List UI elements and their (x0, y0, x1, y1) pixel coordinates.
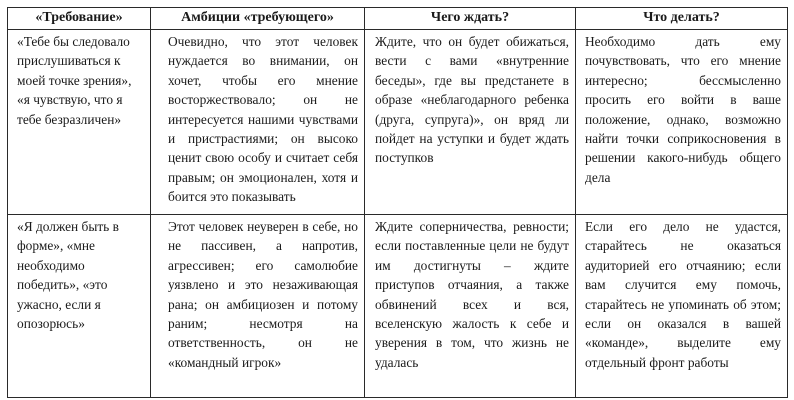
header-action: Что делать? (576, 8, 788, 30)
table-row (8, 215, 788, 398)
cell-requirement (8, 215, 151, 398)
cell-text: «Тебе бы следовало прислушиваться к моей точке зрения», «я чувствую, что я тебе безразличен» (17, 34, 132, 127)
table-row (8, 30, 788, 215)
header-requirement: «Требование» (8, 8, 151, 30)
cell-expect (365, 30, 576, 215)
header-ambitions: Амбиции «требующего» (151, 8, 365, 30)
cell-action (576, 215, 788, 398)
cell-text: Если его дело не удастся, старайтесь не оказаться аудиторией его отчаянию; если вам случится ему помочь, старайтесь не упоминать об этом; если он оказался в вашей «команде», выделите ему отдельный фронт работы (585, 219, 781, 370)
cell-ambitions (151, 215, 365, 398)
table-body (8, 30, 788, 398)
cell-text: Ждите соперничества, ревности; если поставленные цели не будут им достигнуты – ждите приступов отчаяния, а также обвинений всех и вся, вселенскую жалость к себе и уверения в том, что жизнь не удалась (375, 219, 569, 370)
cell-requirement (8, 30, 151, 215)
header-expect: Чего ждать? (365, 8, 576, 30)
cell-text: Ждите, что он будет обижаться, вести с вами «внутренние беседы», где вы предстанете в образе «неблагодарного ребенка (друга, супруга)», он вряд ли пойдет на уступки и будет ждать поступков (375, 34, 569, 166)
strategy-table (7, 7, 788, 398)
cell-ambitions (151, 30, 365, 215)
table-header (8, 8, 788, 30)
cell-text: Этот человек неуверен в себе, но не пассивен, а напротив, агрессивен; его самолюбие уязвлено и это незаживающая рана; он амбициозен и потому раним; несмотря на ответственность, он не «командный игрок» (168, 219, 358, 370)
cell-text: Необходимо дать ему почувствовать, что его мнение интересно; бессмысленно просить его войти в ваше положение, однако, возможно найти точки соприкосновения в решении какого-нибудь общего дела (585, 34, 781, 185)
cell-text: «Я должен быть в форме», «мне необходимо победить», «это ужасно, если я опозорюсь» (17, 219, 119, 332)
cell-expect (365, 215, 576, 398)
cell-action (576, 30, 788, 215)
header-row (8, 8, 788, 30)
cell-text: Очевидно, что этот человек нуждается во внимании, он хочет, чтобы его мнение восторжествовало; он не интересуется нашими чувствами и пристрастиями; он высоко ценит свою особу и считает себя правым; он эмоционален, хотя и боится это показывать (168, 34, 358, 205)
